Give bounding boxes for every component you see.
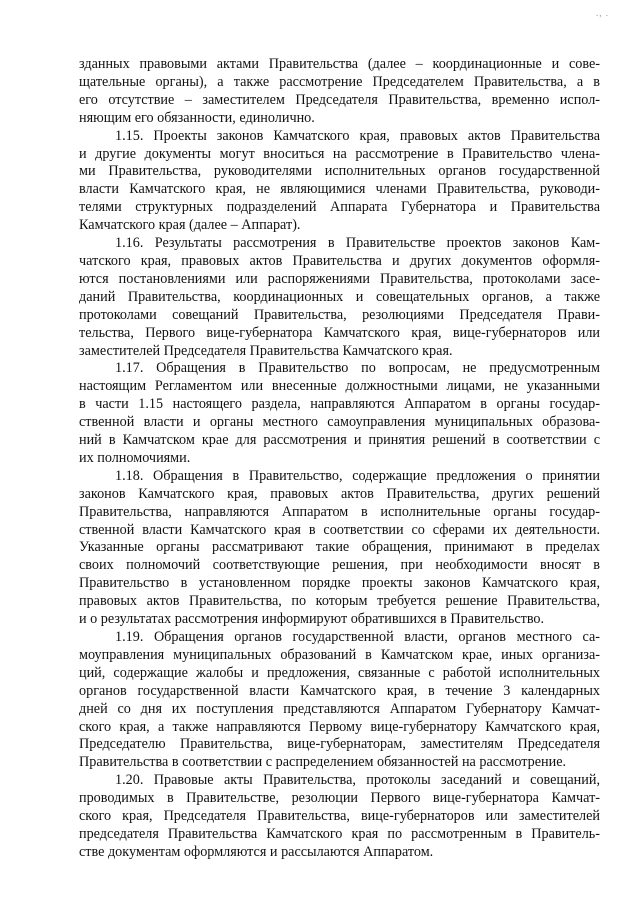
text-line: заместителей Председателя Правительства Камчатского края. — [79, 342, 453, 359]
text-line: ского края, а также направляются Первому вице-губернатору Камчатского края, — [79, 718, 600, 735]
text-line: проводимых в Правительстве, резолюции Первого вице-губернатора Камчат- — [79, 790, 600, 807]
text-line: Камчатского края (далее – Аппарат). — [79, 217, 301, 234]
text-line: няющим его обязанности, единолично. — [79, 109, 315, 126]
text-line: Правительство в установленном порядке проекты законов Камчатского края, — [79, 575, 600, 592]
text-line: моуправления муниципальных образований в Камчатском крае, иных организа- — [79, 646, 600, 663]
text-line: 1.15. Проекты законов Камчатского края, правовых актов Правительства — [115, 127, 600, 144]
text-line: 1.16. Результаты рассмотрения в Правительстве проектов законов Кам- — [115, 235, 600, 252]
paragraph-p1-16 — [79, 235, 600, 360]
text-line: 1.17. Обращения в Правительство по вопросам, не предусмотренным — [115, 360, 600, 377]
paragraph-p1-15 — [79, 128, 600, 235]
text-line: Правительства, направляются Аппаратом в исполнительные органы государ- — [79, 503, 600, 520]
text-line: ются постановлениями или распоряжениями Правительства, протоколами засе- — [79, 270, 600, 287]
text-line: 1.19. Обращения органов государственной власти, органов местного са- — [115, 629, 600, 645]
text-line: законов Камчатского края, правовых актов Правительства, других решений — [79, 485, 600, 502]
text-line: правовых актов Правительства, по которым требуется решение Правительства, — [79, 593, 600, 610]
text-line: его отсутствие – заместителем Председателя Правительства, временно испол- — [79, 91, 600, 108]
text-line: протоколами совещаний Правительства, резолюциями Председателя Прави- — [79, 306, 600, 323]
text-line: их полномочиями. — [79, 449, 191, 466]
text-line: ний в Камчатском крае для рассмотрения и принятия решений в соответствии с — [79, 432, 600, 449]
text-line: зданных правовыми актами Правительства (далее – координационные и сове- — [79, 56, 600, 72]
text-line: Председателю Правительства, вице-губернаторам, заместителям Председателя — [79, 736, 600, 753]
text-line: ского края, Председателя Правительства, вице-губернаторов или заместителей — [79, 808, 600, 825]
paragraph-p1-18 — [79, 468, 600, 629]
text-line: Правительства в соответствии с распределением обязанностей на рассмотрение. — [79, 754, 567, 771]
paragraph-p1-19 — [79, 629, 600, 772]
text-line: щательные органы), а также рассмотрение Председателем Правительства, а в — [79, 73, 600, 90]
text-line: ственной власти Камчатского края в соответствии со сферами их деятельности. — [79, 521, 600, 538]
paragraph-p1-20 — [79, 772, 600, 862]
text-line: и другие документы могут вноситься на рассмотрение в Правительство члена- — [79, 145, 600, 162]
text-line: власти Камчатского края, не являющимися членами Правительства, руководи- — [79, 181, 600, 198]
text-line: 1.20. Правовые акты Правительства, протоколы заседаний и совещаний, — [115, 772, 600, 789]
text-line: в части 1.15 настоящего раздела, направляются Аппаратом в органы государ- — [79, 396, 600, 413]
text-line: органов государственной власти Камчатского края, в течение 3 календарных — [79, 682, 600, 699]
text-line: Указанные органы рассматривают такие обращения, принимают в пределах — [79, 539, 600, 556]
text-line: телями структурных подразделений Аппарата Губернатора и Правительства — [79, 199, 600, 216]
paragraph-cont — [79, 56, 600, 128]
document-body — [79, 56, 600, 862]
text-line: своих полномочий соответствующие решения, при необходимости вносят в — [79, 557, 600, 574]
text-line: ций, содержащие жалобы и предложения, связанные с работой исполнительных — [79, 664, 600, 681]
text-line: 1.18. Обращения в Правительство, содержащие предложения о принятии — [115, 467, 600, 484]
text-line: стве документам оформляются и рассылаются Аппаратом. — [79, 843, 434, 860]
paragraph-p1-17 — [79, 360, 600, 467]
text-line: ственной власти и органы местного самоуправления муниципальных образова- — [79, 414, 600, 431]
text-line: и о результатах рассмотрения информируют обратившихся в Правительство. — [79, 611, 545, 628]
text-line: председателя Правительства Камчатского края по рассмотренным в Правитель- — [79, 825, 600, 842]
text-line: тельства, Первого вице-губернатора Камчатского края, вице-губернаторов или — [79, 324, 600, 341]
corner-mark: ., . — [596, 8, 609, 18]
text-line: даний Правительства, координационных и совещательных органов, а также — [79, 288, 600, 305]
text-line: чатского края, правовых актов Правительства и других документов оформля- — [79, 252, 600, 269]
text-line: дней со дня их поступления представляются Аппаратом Губернатору Камчат- — [79, 700, 600, 717]
text-line: ми Правительства, руководителями исполнительных органов государственной — [79, 163, 600, 180]
text-line: настоящим Регламентом или внесенные должностными лицами, не указанными — [79, 378, 600, 395]
